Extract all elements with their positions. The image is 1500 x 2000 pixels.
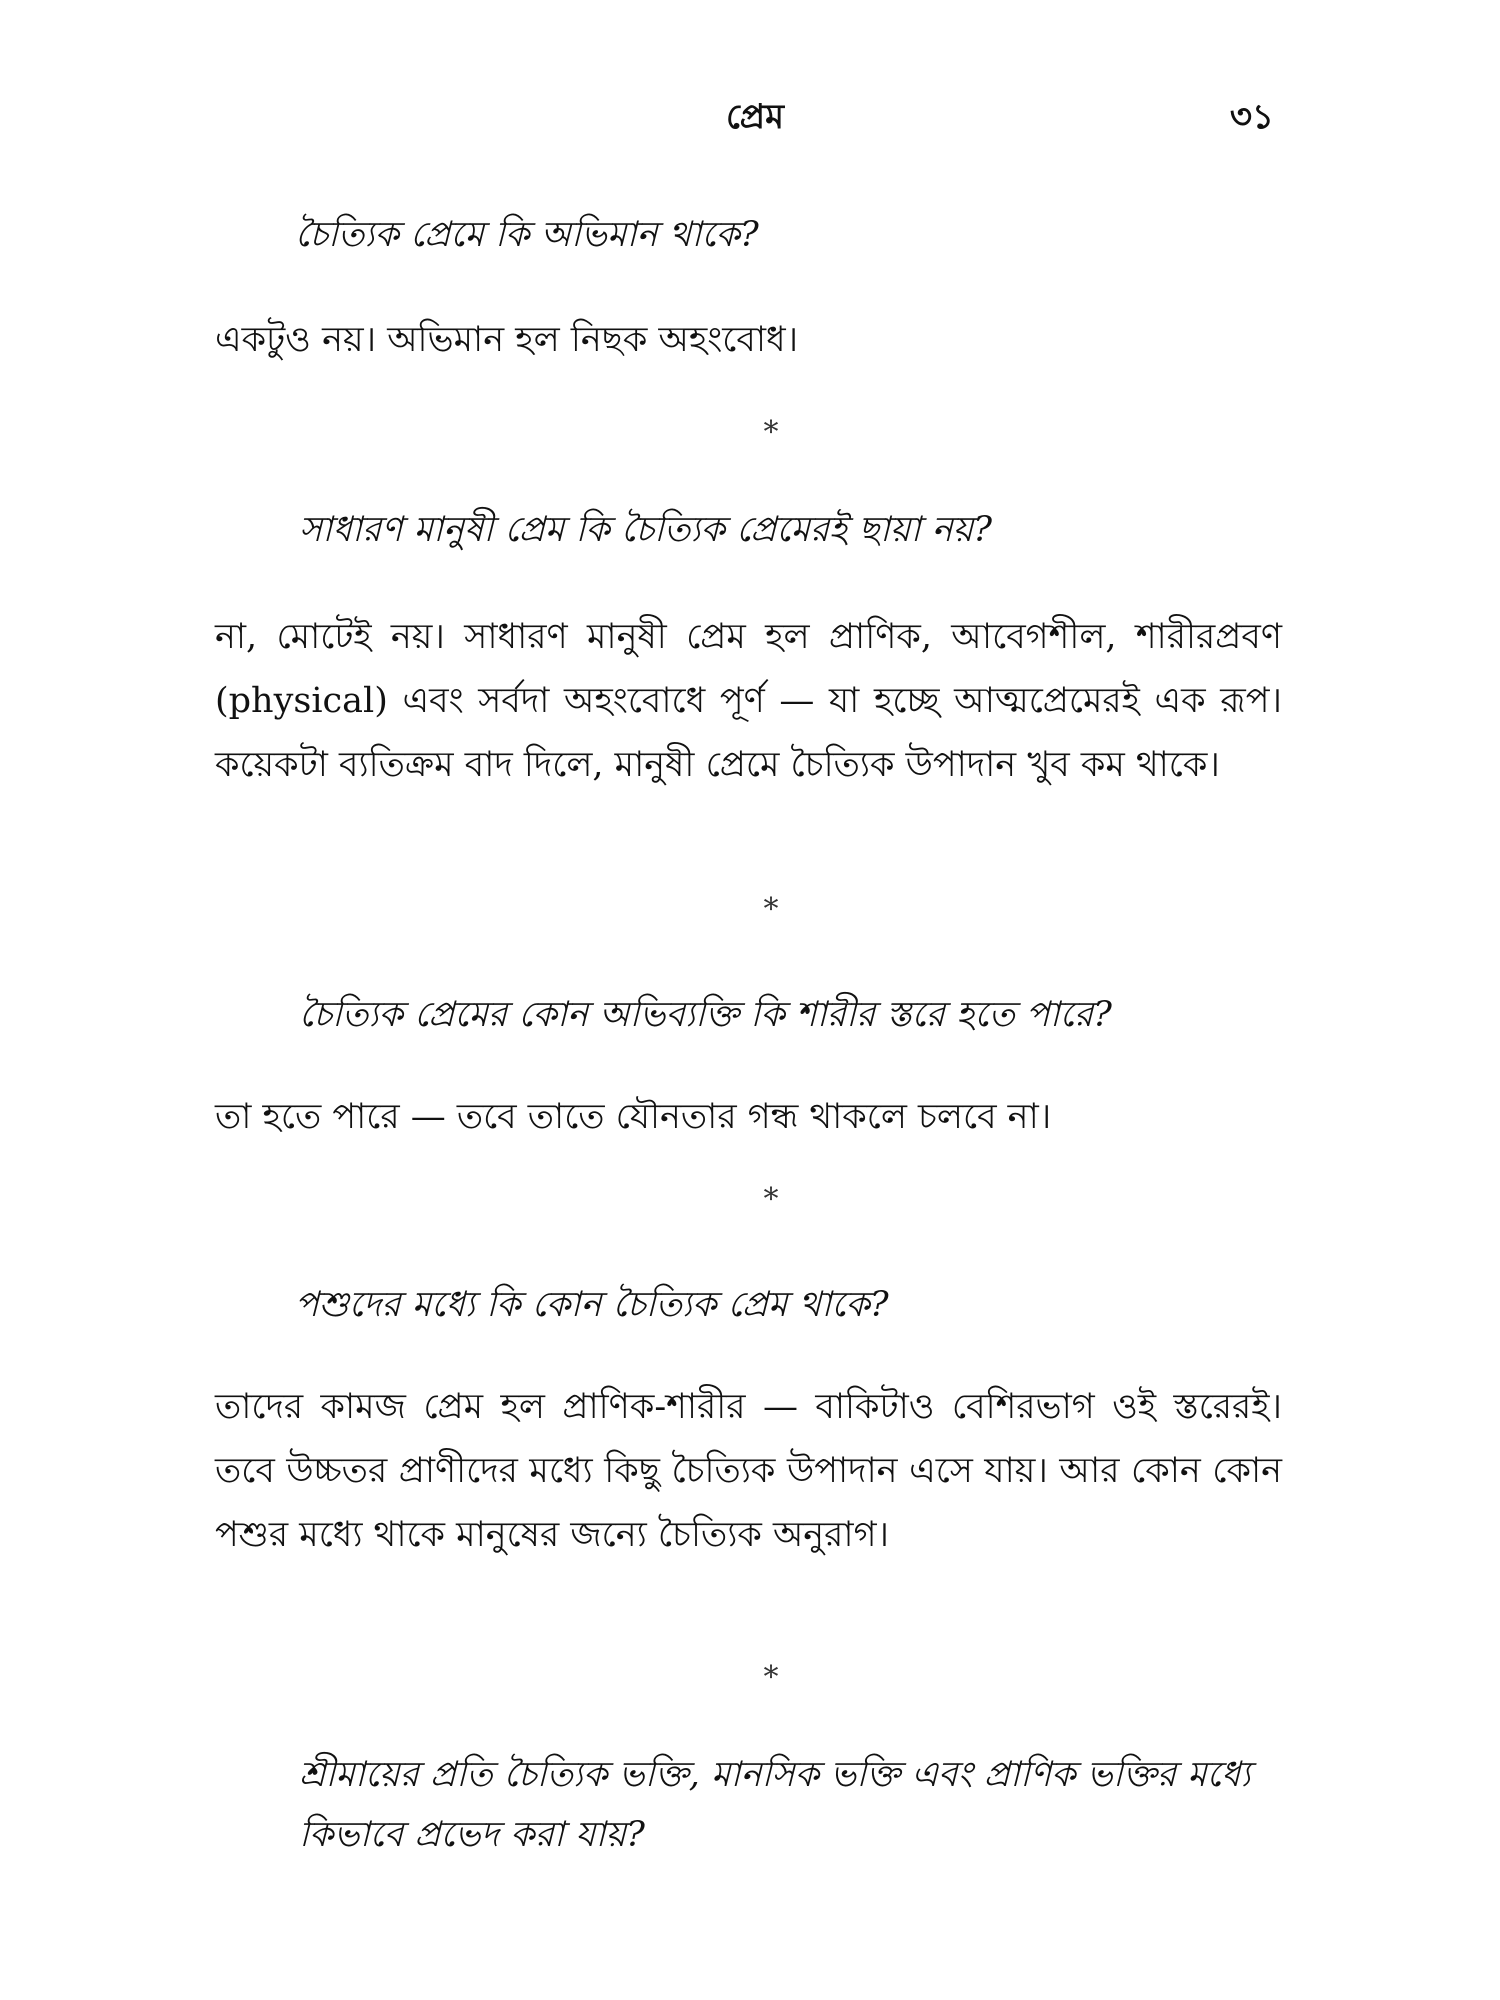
question-4: পশুদের মধ্যে কি কোন চৈত্যিক প্রেম থাকে?: [295, 1285, 889, 1325]
question-2: সাধারণ মানুষী প্রেম কি চৈত্যিক প্রেমেরই ছায়া নয়?: [299, 510, 993, 550]
qa-block-1: [215, 205, 1282, 265]
separator-star-4: *: [763, 1660, 779, 1695]
qa-block-4: [215, 1275, 1282, 1335]
qa-block-3: [215, 985, 1282, 1045]
separator-star-3: *: [763, 1182, 779, 1217]
question-1: চৈত্যিক প্রেমে কি অভিমান থাকে?: [295, 215, 759, 255]
running-title: প্রেম: [725, 97, 785, 137]
answer-block-4: [215, 1375, 1282, 1567]
answer-1: একটুও নয়। অভিমান হল নিছক অহংবোধ।: [215, 320, 799, 360]
separator-star-1: *: [763, 415, 779, 450]
separator-star-2: *: [763, 892, 779, 927]
page-number: ৩১: [1229, 97, 1274, 137]
question-3: চৈত্যিক প্রেমের কোন অভিব্যক্তি কি শারীর স্তরে হতে পারে?: [299, 995, 1112, 1035]
answer-block-2: [215, 605, 1282, 797]
answer-block-3: [215, 1085, 1282, 1149]
answer-4: তাদের কামজ প্রেম হল প্রাণিক-শারীর — বাকিটাও বেশিরভাগ ওই স্তরেরই। তবে উচ্চতর প্রাণীদের মধ্যে কিছু চৈত্যিক উপাদান এসে যায়। আর কোন কোন পশুর মধ্যে থাকে মানুষের জন্যে চৈত্যিক অনুরাগ।: [215, 1387, 1282, 1555]
question-5: শ্রীমায়ের প্রতি চৈত্যিক ভক্তি, মানসিক ভক্তি এবং প্রাণিক ভক্তির মধ্যে কিভাবে প্রভেদ করা যায়?: [299, 1755, 1251, 1855]
answer-2: না, মোটেই নয়। সাধারণ মানুষী প্রেম হল প্রাণিক, আবেগশীল, শারীরপ্রবণ (physical) এবং সর্বদা অহংবোধে পূর্ণ — যা হচ্ছে আত্মপ্রেমেরই এক রূপ। কয়েকটা ব্যতিক্রম বাদ দিলে, মানুষী প্রেমে চৈত্যিক উপাদান খুব কম থাকে।: [215, 617, 1282, 785]
answer-block-1: [215, 308, 1282, 372]
qa-block-2: [215, 500, 1282, 560]
answer-3: তা হতে পারে — তবে তাতে যৌনতার গন্ধ থাকলে চলবে না।: [215, 1097, 1052, 1137]
running-header: [0, 92, 1500, 142]
qa-block-5: [215, 1745, 1282, 1865]
